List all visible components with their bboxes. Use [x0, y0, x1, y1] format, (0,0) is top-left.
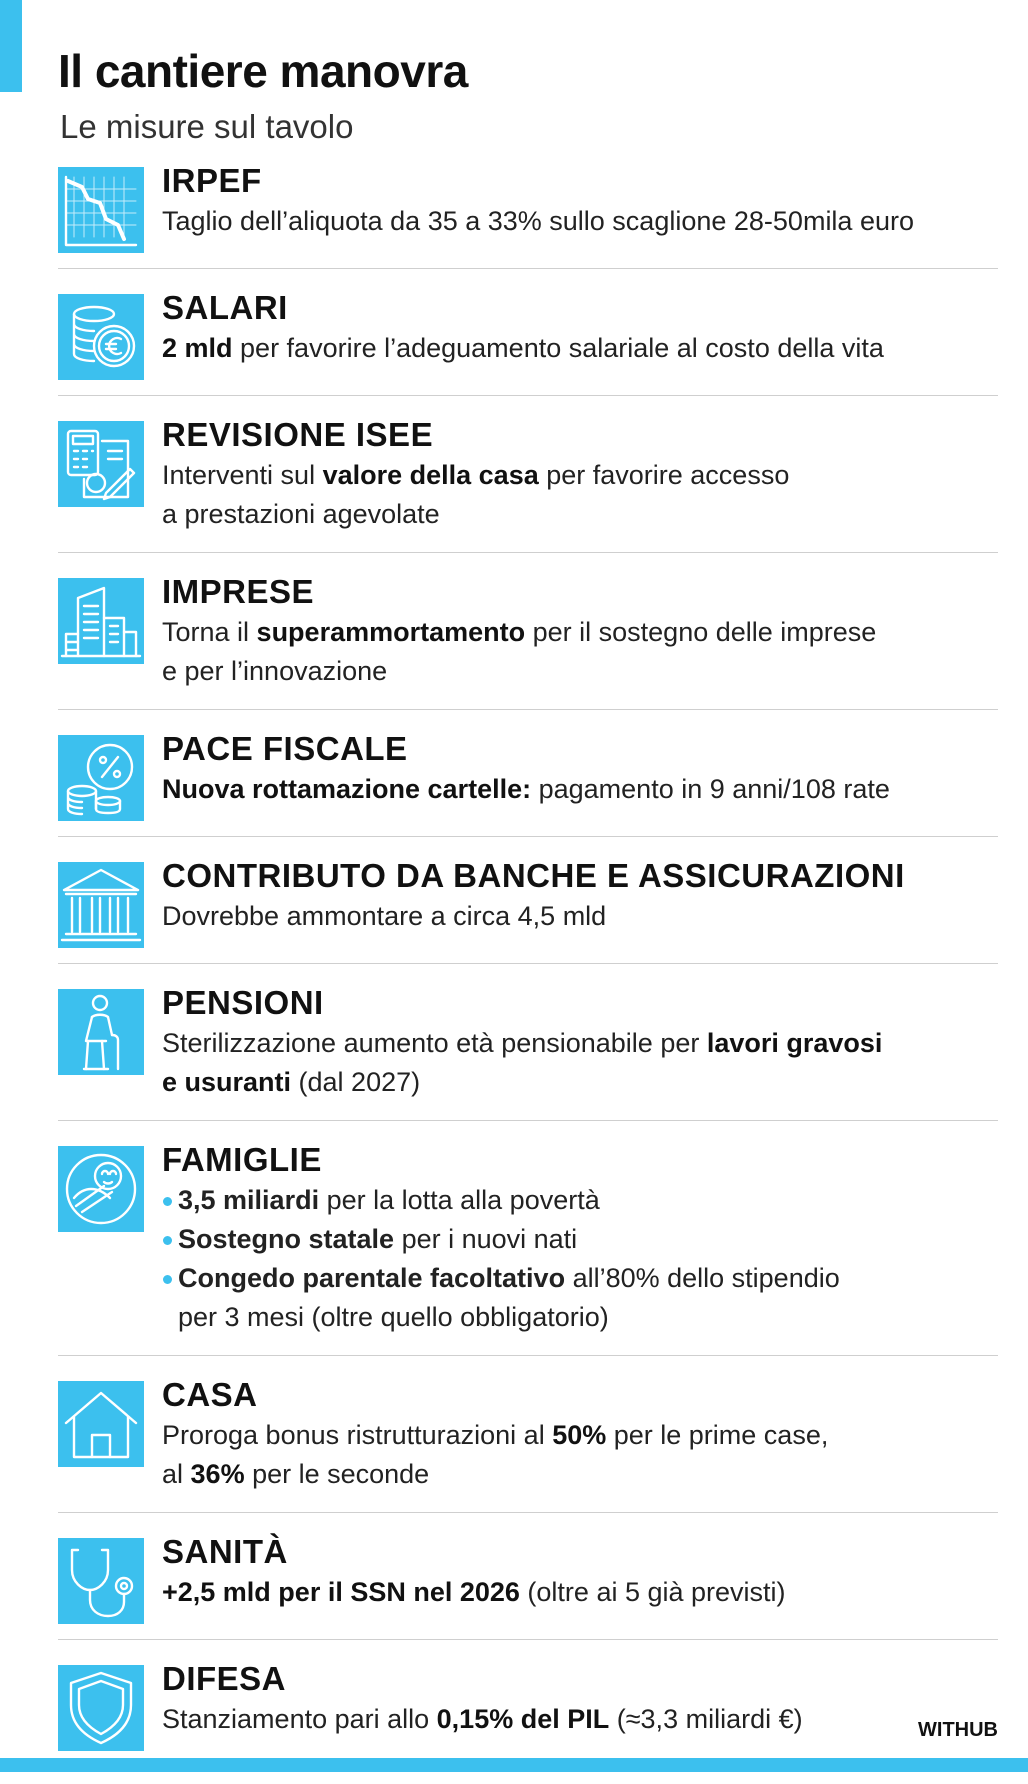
measure-title: IRPEF: [162, 162, 262, 199]
body-text: per favorire accesso: [538, 460, 790, 490]
measure-item: [58, 728, 998, 837]
body-text: Interventi sul: [162, 460, 323, 490]
body-text: Dovrebbe ammontare a circa 4,5 mld: [162, 901, 607, 931]
emphasis-text: superammortamento: [256, 617, 526, 647]
measure-description: [162, 1416, 998, 1494]
measure-bullet-list: [162, 1181, 998, 1337]
percent-coins-icon: [58, 735, 144, 821]
measure-title: REVISIONE ISEE: [162, 416, 434, 453]
measure-title: PENSIONI: [162, 984, 324, 1021]
measure-title: CONTRIBUTO DA BANCHE E ASSICURAZIONI: [162, 857, 905, 894]
measure-item: [58, 287, 998, 396]
measure-description: [162, 897, 998, 936]
body-text: (≈3,3 miliardi €): [609, 1704, 803, 1734]
list-item: [162, 1259, 998, 1337]
emphasis-text: lavori gravosi: [706, 1028, 883, 1058]
emphasis-text: Congedo parentale facoltativo: [178, 1263, 566, 1293]
measure-description: [162, 1024, 998, 1102]
body-text: Stanziamento pari allo: [162, 1704, 437, 1734]
calculator-document-icon: [58, 421, 144, 507]
brand-logo: WITHUB: [918, 1719, 998, 1741]
measure-description: [162, 202, 998, 241]
measure-item: [58, 855, 998, 964]
emphasis-text: valore della casa: [322, 460, 539, 490]
measure-item: [58, 1658, 998, 1766]
accent-bar-top: [0, 0, 22, 92]
body-text: al: [162, 1459, 191, 1489]
measure-description: [162, 456, 998, 534]
page-title: Il cantiere manovra: [58, 45, 468, 97]
emphasis-text: 36%: [190, 1459, 245, 1489]
measure-title: CASA: [162, 1376, 258, 1413]
body-text: e per l’innovazione: [162, 656, 388, 686]
body-text: pagamento in 9 anni/108 rate: [531, 774, 890, 804]
measure-title: PACE FISCALE: [162, 730, 408, 767]
measure-description: [162, 1700, 998, 1739]
body-text: per 3 mesi (oltre quello obbligatorio): [178, 1302, 609, 1332]
page-subtitle: Le misure sul tavolo: [60, 108, 354, 145]
body-text: per le prime case,: [606, 1420, 829, 1450]
measure-title: FAMIGLIE: [162, 1141, 322, 1178]
measure-item: [58, 571, 998, 710]
measure-title: SALARI: [162, 289, 288, 326]
list-item: [162, 1181, 998, 1220]
body-text: per i nuovi nati: [394, 1224, 578, 1254]
measure-item: [58, 1374, 998, 1513]
measure-title: IMPRESE: [162, 573, 315, 610]
measure-item: [58, 160, 998, 269]
emphasis-text: Nuova rottamazione cartelle:: [162, 774, 532, 804]
body-text: per la lotta alla povertà: [319, 1185, 600, 1215]
elderly-person-icon: [58, 989, 144, 1075]
body-text: Torna il: [162, 617, 257, 647]
emphasis-text: 50%: [552, 1420, 607, 1450]
body-text: Sterilizzazione aumento età pensionabile per: [162, 1028, 707, 1058]
baby-icon: [58, 1146, 144, 1232]
measure-item: [58, 982, 998, 1121]
body-text: Taglio dell’aliquota da 35 a 33% sullo scaglione 28-50mila euro: [162, 206, 914, 236]
bank-icon: [58, 862, 144, 948]
measure-title: SANITÀ: [162, 1533, 288, 1570]
measure-item: [58, 414, 998, 553]
emphasis-text: e usuranti: [162, 1067, 292, 1097]
body-text: per il sostegno delle imprese: [525, 617, 877, 647]
list-item: [162, 1220, 998, 1259]
body-text: per favorire l’adeguamento salariale al costo della vita: [232, 333, 884, 363]
emphasis-text: +2,5 mld per il SSN nel 2026: [162, 1577, 520, 1607]
measure-item: [58, 1531, 998, 1640]
measure-description: [162, 613, 998, 691]
emphasis-text: Sostegno statale: [178, 1224, 395, 1254]
measure-item: [58, 1139, 998, 1356]
buildings-icon: [58, 578, 144, 664]
emphasis-text: 2 mld: [162, 333, 233, 363]
body-text: (oltre ai 5 già previsti): [519, 1577, 786, 1607]
measure-description: [162, 329, 998, 368]
stethoscope-icon: [58, 1538, 144, 1624]
body-text: a prestazioni agevolate: [162, 499, 440, 529]
body-text: per le seconde: [244, 1459, 430, 1489]
emphasis-text: 0,15% del PIL: [436, 1704, 610, 1734]
measure-description: [162, 1573, 998, 1612]
body-text: all’80% dello stipendio: [565, 1263, 840, 1293]
house-icon: [58, 1381, 144, 1467]
euro-coins-icon: [58, 294, 144, 380]
measures-list: [58, 160, 998, 1784]
accent-bar-bottom: [0, 1758, 1028, 1772]
chart-down-icon: [58, 167, 144, 253]
measure-title: DIFESA: [162, 1660, 287, 1697]
measure-description: [162, 770, 998, 809]
body-text: (dal 2027): [291, 1067, 421, 1097]
emphasis-text: 3,5 miliardi: [178, 1185, 320, 1215]
shield-icon: [58, 1665, 144, 1751]
body-text: Proroga bonus ristrutturazioni al: [162, 1420, 553, 1450]
